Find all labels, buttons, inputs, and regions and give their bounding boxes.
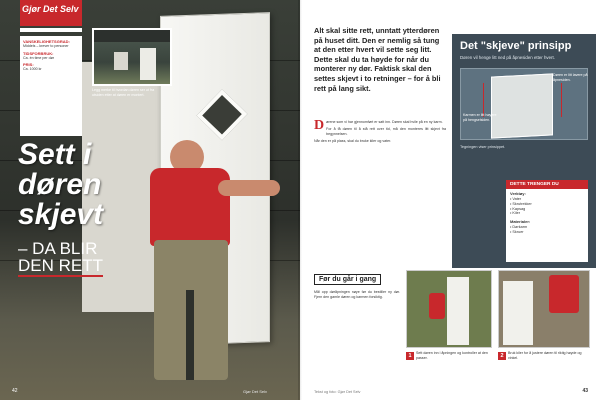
info-heading: PRIS:	[23, 62, 34, 68]
needs-item: • Kiler	[510, 211, 520, 216]
needs-heading: DETTE TRENGER DU	[506, 180, 588, 189]
info-text: Middels – krever to personer	[23, 44, 69, 48]
section-heading: Før du går i gang	[314, 274, 381, 285]
info-heading: TIDSFORBRUK:	[23, 50, 54, 56]
body-paragraph: For å få døren til å stå rett over tid, må den monteres litt skjevt fra begynnelsen.	[326, 126, 446, 136]
headline-line: døren	[18, 168, 102, 201]
page-number-left: 42	[12, 388, 18, 394]
step-2-caption: Bruk kiler for å justere døren til riktig høyde og vinkel.	[508, 351, 582, 360]
sidebar-note-left: Karmen er litt høyere på hengselsiden.	[463, 113, 497, 122]
dropcap: D	[314, 118, 325, 133]
step-person	[429, 293, 445, 319]
info-box	[20, 36, 82, 136]
magazine-name: Gjør Det Selv	[243, 389, 268, 394]
subheadline	[18, 240, 128, 274]
step-door	[503, 281, 533, 345]
sidebar-arrow-left	[483, 83, 484, 117]
inset-door	[140, 48, 156, 80]
headline	[18, 140, 148, 230]
sidebar-arrow-right	[561, 83, 562, 117]
sidebar-door-illustration	[460, 68, 588, 140]
man-carrying-door	[140, 140, 240, 390]
inset-roof	[94, 30, 170, 42]
info-heading: VANSKELIGHETSGRAD:	[23, 39, 70, 44]
section-text: Mål opp døråpningen nøye før du bestiller ny dør. Fjern den gamle døren og karmen forsiktig.	[314, 290, 400, 299]
needs-item: • Vater	[510, 197, 522, 201]
footer-credit: Tekst og foto: Gjør Det Selv	[314, 390, 361, 394]
sidebar-caption: Tegningen viser prinsippet.	[460, 145, 506, 150]
info-text: Ca. 1000 kr	[23, 67, 42, 72]
sidebar-lead: Døren vil henge litt ned på åpnesiden etter hvert.	[460, 55, 555, 60]
info-text: Ca. én time per dør	[23, 55, 54, 60]
needs-item: • Skruer	[510, 229, 524, 234]
sidebar-title: Det "skjeve" prinsipp	[460, 40, 572, 52]
inset-photo	[92, 28, 172, 86]
inset-photo-scene	[94, 30, 170, 84]
step-2-photo	[498, 270, 590, 348]
before-you-start-box	[314, 268, 400, 390]
sidebar-door-panel	[491, 74, 553, 139]
needs-item: • Dørkarm	[510, 225, 528, 230]
step-2-badge: 2	[498, 352, 506, 360]
needs-tools-heading: Verktøy:	[510, 191, 526, 196]
sidebar-note-right: Døren er litt lavere på åpnesiden.	[553, 73, 588, 82]
inset-caption: Legg merke til hvordan døren ser ut fra utsiden etter at døren er montert.	[92, 88, 155, 97]
intro-text: Alt skal sitte rett, unntatt ytterdøren på huset ditt. Den er nemlig så tung at den etter hvert vil sette seg litt. Dette skal du ta høyde for når du monterer ny dør. Faktisk skal den settes skjevt i to retninger – for å bli rett på lang sikt.	[314, 26, 441, 93]
step-1-badge: 1	[406, 352, 414, 360]
brand-bar	[20, 28, 82, 32]
body-text	[314, 120, 446, 146]
needs-tools-list	[506, 196, 588, 217]
man-leg-gap	[186, 290, 194, 380]
needs-materials-heading: Materialer:	[510, 219, 531, 225]
needs-item: • Skrutrekker	[510, 201, 532, 206]
man-arm	[218, 180, 280, 196]
needs-item: • Kapsag	[510, 206, 526, 211]
right-page	[300, 0, 600, 400]
page-number-right: 43	[582, 388, 588, 394]
step-1-caption: Sett døren inn i åpningen og kontroller at den passer.	[416, 351, 488, 360]
headline-line: Sett i	[18, 138, 92, 171]
needs-box	[506, 180, 588, 262]
man-shirt	[150, 168, 230, 246]
body-paragraph: Når den er på plass, skal du bruke kiler og vater.	[314, 138, 392, 143]
step-1-photo	[406, 270, 492, 348]
subheadline-line: – DA BLIR	[18, 239, 98, 258]
door-diamond-window	[197, 89, 248, 140]
needs-materials-list	[506, 224, 588, 236]
inset-window	[114, 52, 128, 70]
subheadline-line	[18, 257, 128, 274]
spine-gutter	[298, 0, 302, 400]
step-person	[549, 275, 579, 313]
subheadline-underlined: DEN RETT	[18, 256, 103, 275]
brand-label: Gjør Det Selv	[22, 4, 79, 14]
body-paragraph-text: ørene som vi har gjennomført er satt inn. Døren skal hvile på en ny karm.	[326, 120, 443, 124]
headline-line: skjevt	[18, 198, 104, 231]
step-door	[447, 277, 469, 345]
